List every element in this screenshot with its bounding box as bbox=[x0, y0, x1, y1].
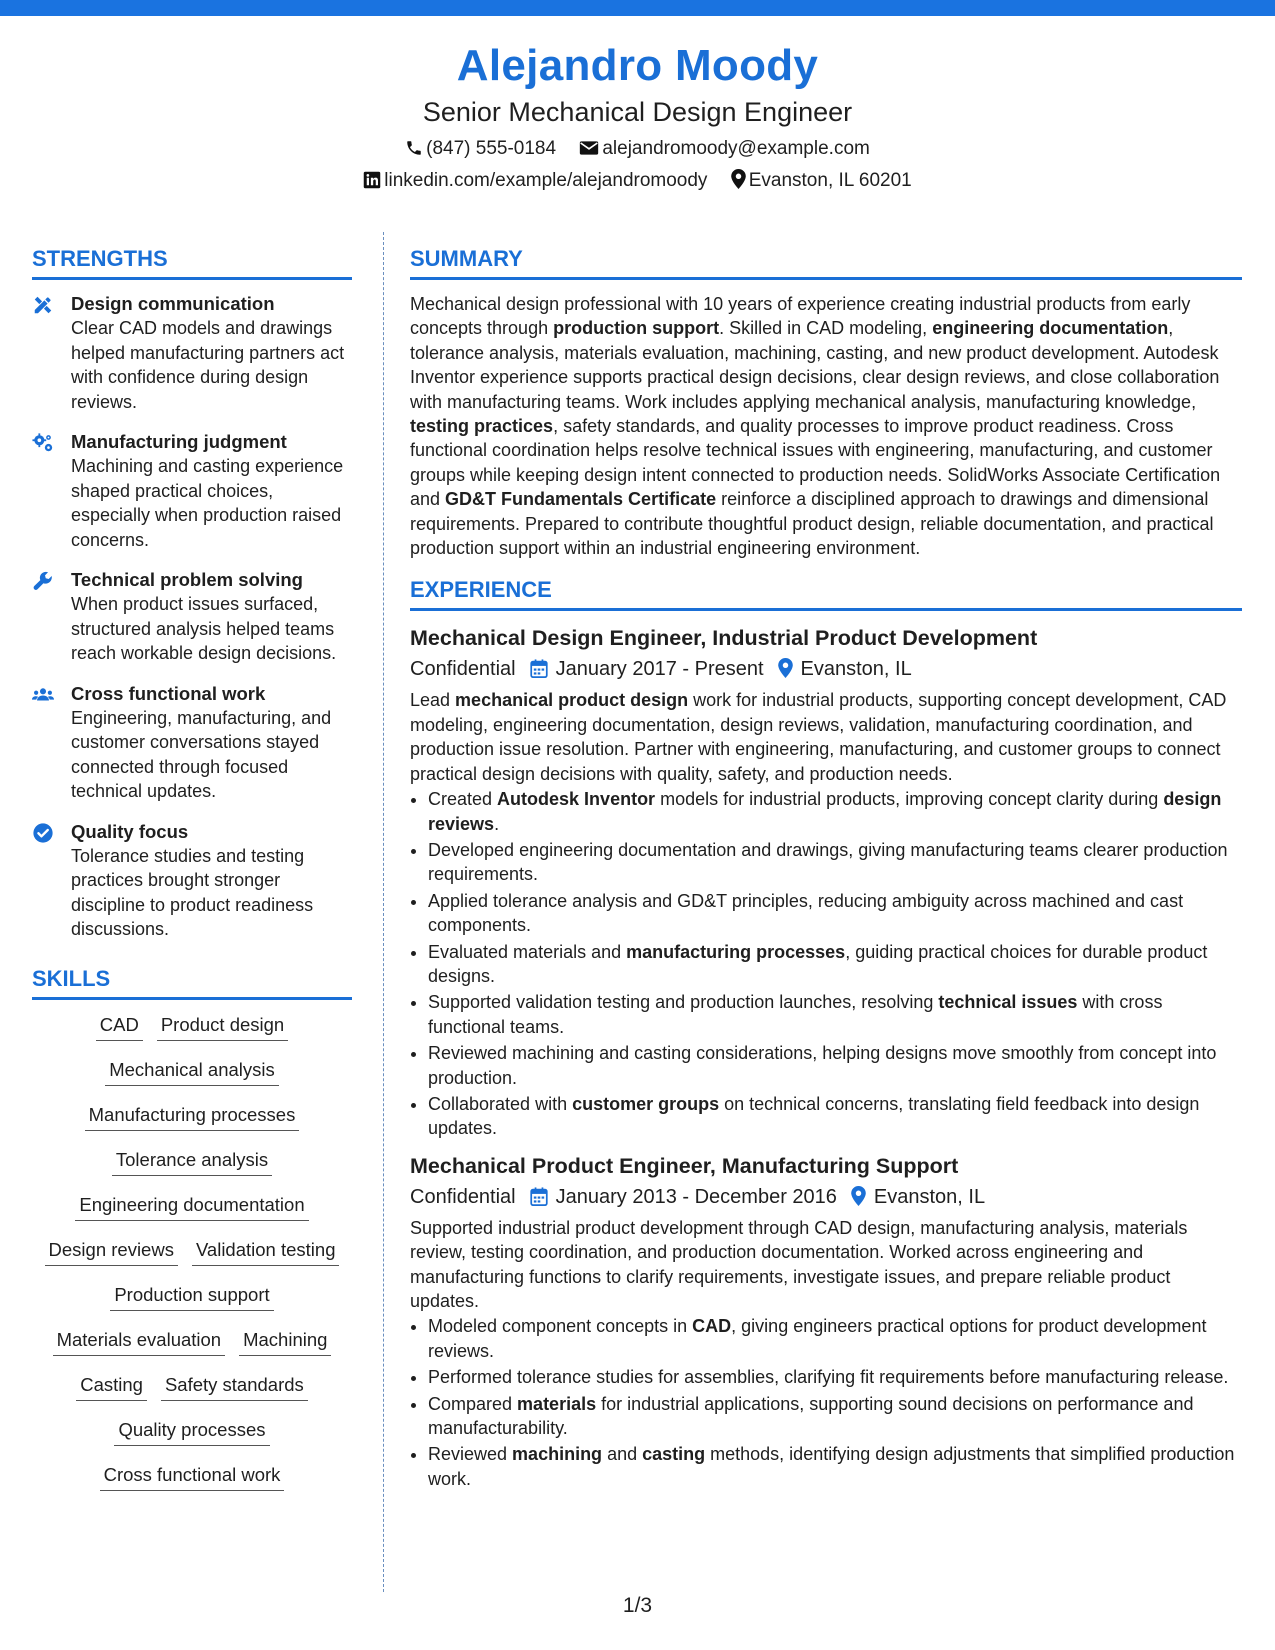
bullet-item: • Supported validation testing and production launches, resolving technical issues with cross functional teams. bbox=[428, 990, 1242, 1039]
strengths-heading: STRENGTHS bbox=[32, 244, 352, 280]
check-circle-icon bbox=[32, 822, 54, 844]
skill-tag: Tolerance analysis bbox=[112, 1147, 272, 1176]
phone-contact[interactable] bbox=[405, 134, 556, 164]
resume-header bbox=[0, 38, 1275, 196]
strength-desc: Engineering, manufacturing, and customer conversations stayed connected through focused technical updates. bbox=[71, 707, 332, 801]
gears-icon bbox=[32, 432, 54, 454]
job-bullets bbox=[410, 1314, 1242, 1491]
location-contact bbox=[731, 166, 912, 196]
bold-phrase: CAD bbox=[692, 1316, 732, 1337]
strength-title: Technical problem solving bbox=[71, 569, 303, 590]
strength-desc: When product issues surfaced, structured analysis helped teams reach workable design decisions. bbox=[71, 594, 337, 663]
summary-text: Mechanical design professional with 10 years of experience creating industrial products from early concepts through production support. Skilled in CAD modeling, engineering documentation, tolerance analysis, materials evaluation, machining, casting, and new product development. Autodesk Inventor experience supports practical design decisions, clear design reviews, and close collaboration with manufacturing teams. Work includes applying mechanical analysis, manufacturing knowledge, testing practices, safety standards, and quality processes to improve product readiness. Cross functional coordination helps resolve technical issues with engineering, manufacturing, and customer groups while keeping design intent connected to production needs. SolidWorks Associate Certification and GD&T Fundamentals Certificate reinforce a disciplined approach to drawings and dimensional requirements. Prepared to contribute thoughtful product design, reliable documentation, and practical production support within an industrial engineering environment. bbox=[410, 294, 1221, 559]
skill-tag: Design reviews bbox=[45, 1237, 178, 1266]
email-text: alejandromoody@example.com bbox=[602, 138, 870, 159]
linkedin-contact[interactable] bbox=[363, 166, 707, 196]
skills-heading: SKILLS bbox=[32, 964, 352, 1000]
experience-list bbox=[410, 623, 1242, 1491]
strength-desc: Machining and casting experience shaped practical choices, especially when production raised concerns. bbox=[71, 456, 344, 550]
skill-row bbox=[32, 1372, 352, 1417]
strength-item bbox=[32, 430, 352, 552]
right-column bbox=[410, 244, 1242, 1501]
strength-item bbox=[32, 568, 352, 666]
job-meta bbox=[410, 1181, 1242, 1213]
skill-tag: Mechanical analysis bbox=[105, 1057, 279, 1086]
skill-row bbox=[32, 1462, 352, 1507]
strength-item bbox=[32, 682, 352, 804]
strength-item bbox=[32, 820, 352, 942]
bold-phrase: customer groups bbox=[572, 1093, 720, 1114]
email-contact[interactable] bbox=[579, 134, 869, 164]
summary-heading: SUMMARY bbox=[410, 244, 1242, 280]
bold-phrase: design reviews bbox=[428, 789, 1222, 834]
strength-title: Quality focus bbox=[71, 820, 189, 842]
bullet-item: • Compared materials for industrial applications, supporting sound decisions on performance and manufacturability. bbox=[428, 1392, 1242, 1441]
strength-item bbox=[32, 292, 352, 414]
job-title: Mechanical Product Engineer, Manufacturing Support bbox=[410, 1153, 959, 1178]
bold-phrase: manufacturing processes bbox=[626, 941, 846, 962]
skill-row bbox=[32, 1192, 352, 1237]
job-company: Confidential bbox=[410, 658, 516, 681]
bold-phrase: testing practices bbox=[410, 416, 554, 437]
bold-phrase: casting bbox=[642, 1444, 706, 1465]
skill-row bbox=[32, 1147, 352, 1192]
skill-tag: Machining bbox=[239, 1327, 331, 1356]
skill-row bbox=[32, 1327, 352, 1372]
strength-title: Design communication bbox=[71, 293, 275, 314]
left-column bbox=[32, 244, 352, 1507]
phone-icon bbox=[405, 139, 423, 157]
bold-phrase: materials bbox=[517, 1393, 597, 1414]
job-location: Evanston, IL bbox=[778, 653, 912, 685]
job-description: Lead mechanical product design work for industrial products, supporting concept development, CAD modeling, engineering documentation, design reviews, validation, manufacturing coordination, and production issue resolution. Partner with engineering, manufacturing, and customer groups to connect practical design decisions with quality, safety, and production needs. bbox=[410, 690, 1227, 784]
skill-tag: Materials evaluation bbox=[53, 1327, 226, 1356]
linkedin-icon bbox=[363, 171, 381, 189]
job-bullets bbox=[410, 787, 1242, 1141]
skills-list bbox=[32, 1012, 352, 1507]
bullet-item: • Reviewed machining and casting considerations, helping designs move smoothly from concept into production. bbox=[428, 1041, 1242, 1090]
bullet-item: • Evaluated materials and manufacturing processes, guiding practical choices for durable product designs. bbox=[428, 940, 1242, 989]
skill-row bbox=[32, 1282, 352, 1327]
calendar-icon bbox=[530, 659, 548, 678]
skill-row bbox=[32, 1012, 352, 1057]
column-divider bbox=[383, 232, 384, 1592]
skill-tag: Validation testing bbox=[192, 1237, 340, 1266]
strength-title: Manufacturing judgment bbox=[71, 431, 287, 452]
skill-tag: Cross functional work bbox=[100, 1462, 285, 1491]
bold-phrase: technical issues bbox=[938, 992, 1078, 1013]
bold-phrase: Autodesk Inventor bbox=[497, 789, 656, 810]
users-icon bbox=[32, 684, 54, 706]
skill-tag: Production support bbox=[110, 1282, 273, 1311]
job-dates: January 2017 - Present bbox=[530, 653, 764, 685]
skill-row bbox=[32, 1237, 352, 1282]
contact-row-2 bbox=[0, 166, 1275, 196]
location-text: Evanston, IL 60201 bbox=[748, 170, 912, 191]
bullet-item: • Collaborated with customer groups on technical concerns, translating field feedback into design updates. bbox=[428, 1092, 1242, 1141]
pencil-ruler-icon bbox=[32, 294, 54, 316]
strength-desc: Clear CAD models and drawings helped manufacturing partners act with confidence during design reviews. bbox=[71, 318, 345, 412]
bold-phrase: machining bbox=[512, 1444, 603, 1465]
envelope-icon bbox=[579, 139, 599, 157]
wrench-icon bbox=[32, 570, 54, 592]
bullet-item: • Modeled component concepts in CAD, giving engineers practical options for product development reviews. bbox=[428, 1314, 1242, 1363]
skill-tag: CAD bbox=[96, 1012, 143, 1041]
bullet-item: • Performed tolerance studies for assemblies, clarifying fit requirements before manufacturing release. bbox=[428, 1365, 1242, 1389]
map-pin-icon bbox=[731, 169, 746, 189]
bullet-item: • Created Autodesk Inventor models for industrial products, improving concept clarity during design reviews. bbox=[428, 787, 1242, 836]
strength-desc: Tolerance studies and testing practices brought stronger discipline to product readiness discussions. bbox=[71, 845, 314, 939]
top-accent-bar bbox=[0, 0, 1275, 16]
skill-row bbox=[32, 1102, 352, 1147]
job-entry bbox=[410, 1151, 1242, 1491]
skill-row bbox=[32, 1057, 352, 1102]
linkedin-text: linkedin.com/example/alejandromoody bbox=[384, 170, 708, 191]
job-meta bbox=[410, 653, 1242, 685]
job-entry bbox=[410, 623, 1242, 1140]
bullet-item: • Applied tolerance analysis and GD&T principles, reducing ambiguity across machined and cast components. bbox=[428, 889, 1242, 938]
job-description: Supported industrial product development through CAD design, manufacturing analysis, materials review, testing coordination, and production documentation. Worked across engineering and manufacturing functions to clarify requirements, investigate issues, and prepare reliable product updates. bbox=[410, 1217, 1188, 1311]
bold-phrase: production support bbox=[553, 318, 720, 339]
skill-tag: Manufacturing processes bbox=[85, 1102, 300, 1131]
skill-tag: Casting bbox=[76, 1372, 147, 1401]
page-number: 1/3 bbox=[622, 1594, 653, 1617]
experience-heading: EXPERIENCE bbox=[410, 575, 1242, 611]
skill-tag: Quality processes bbox=[114, 1417, 269, 1446]
bold-phrase: engineering documentation bbox=[932, 318, 1169, 339]
skill-tag: Engineering documentation bbox=[75, 1192, 308, 1221]
bullet-item: • Developed engineering documentation and drawings, giving manufacturing teams clearer production requirements. bbox=[428, 838, 1242, 887]
contact-row-1 bbox=[0, 134, 1275, 164]
job-dates: January 2013 - December 2016 bbox=[530, 1181, 837, 1213]
job-company: Confidential bbox=[410, 1185, 516, 1208]
phone-text: (847) 555-0184 bbox=[426, 138, 557, 159]
calendar-icon bbox=[530, 1187, 548, 1206]
bold-phrase: mechanical product design bbox=[455, 690, 689, 711]
candidate-title: Senior Mechanical Design Engineer bbox=[422, 97, 853, 127]
bold-phrase: GD&T Fundamentals Certificate bbox=[445, 489, 717, 510]
skill-tag: Safety standards bbox=[161, 1372, 308, 1401]
job-title: Mechanical Design Engineer, Industrial Product Development bbox=[410, 626, 1038, 651]
job-location: Evanston, IL bbox=[851, 1181, 985, 1213]
map-pin-icon bbox=[851, 1186, 866, 1206]
strength-title: Cross functional work bbox=[71, 682, 266, 704]
skill-row bbox=[32, 1417, 352, 1462]
skill-tag: Product design bbox=[157, 1012, 288, 1041]
map-pin-icon bbox=[778, 658, 793, 678]
bullet-item: • Reviewed machining and casting methods, identifying design adjustments that simplified production work. bbox=[428, 1442, 1242, 1491]
candidate-name: Alejandro Moody bbox=[456, 41, 819, 90]
